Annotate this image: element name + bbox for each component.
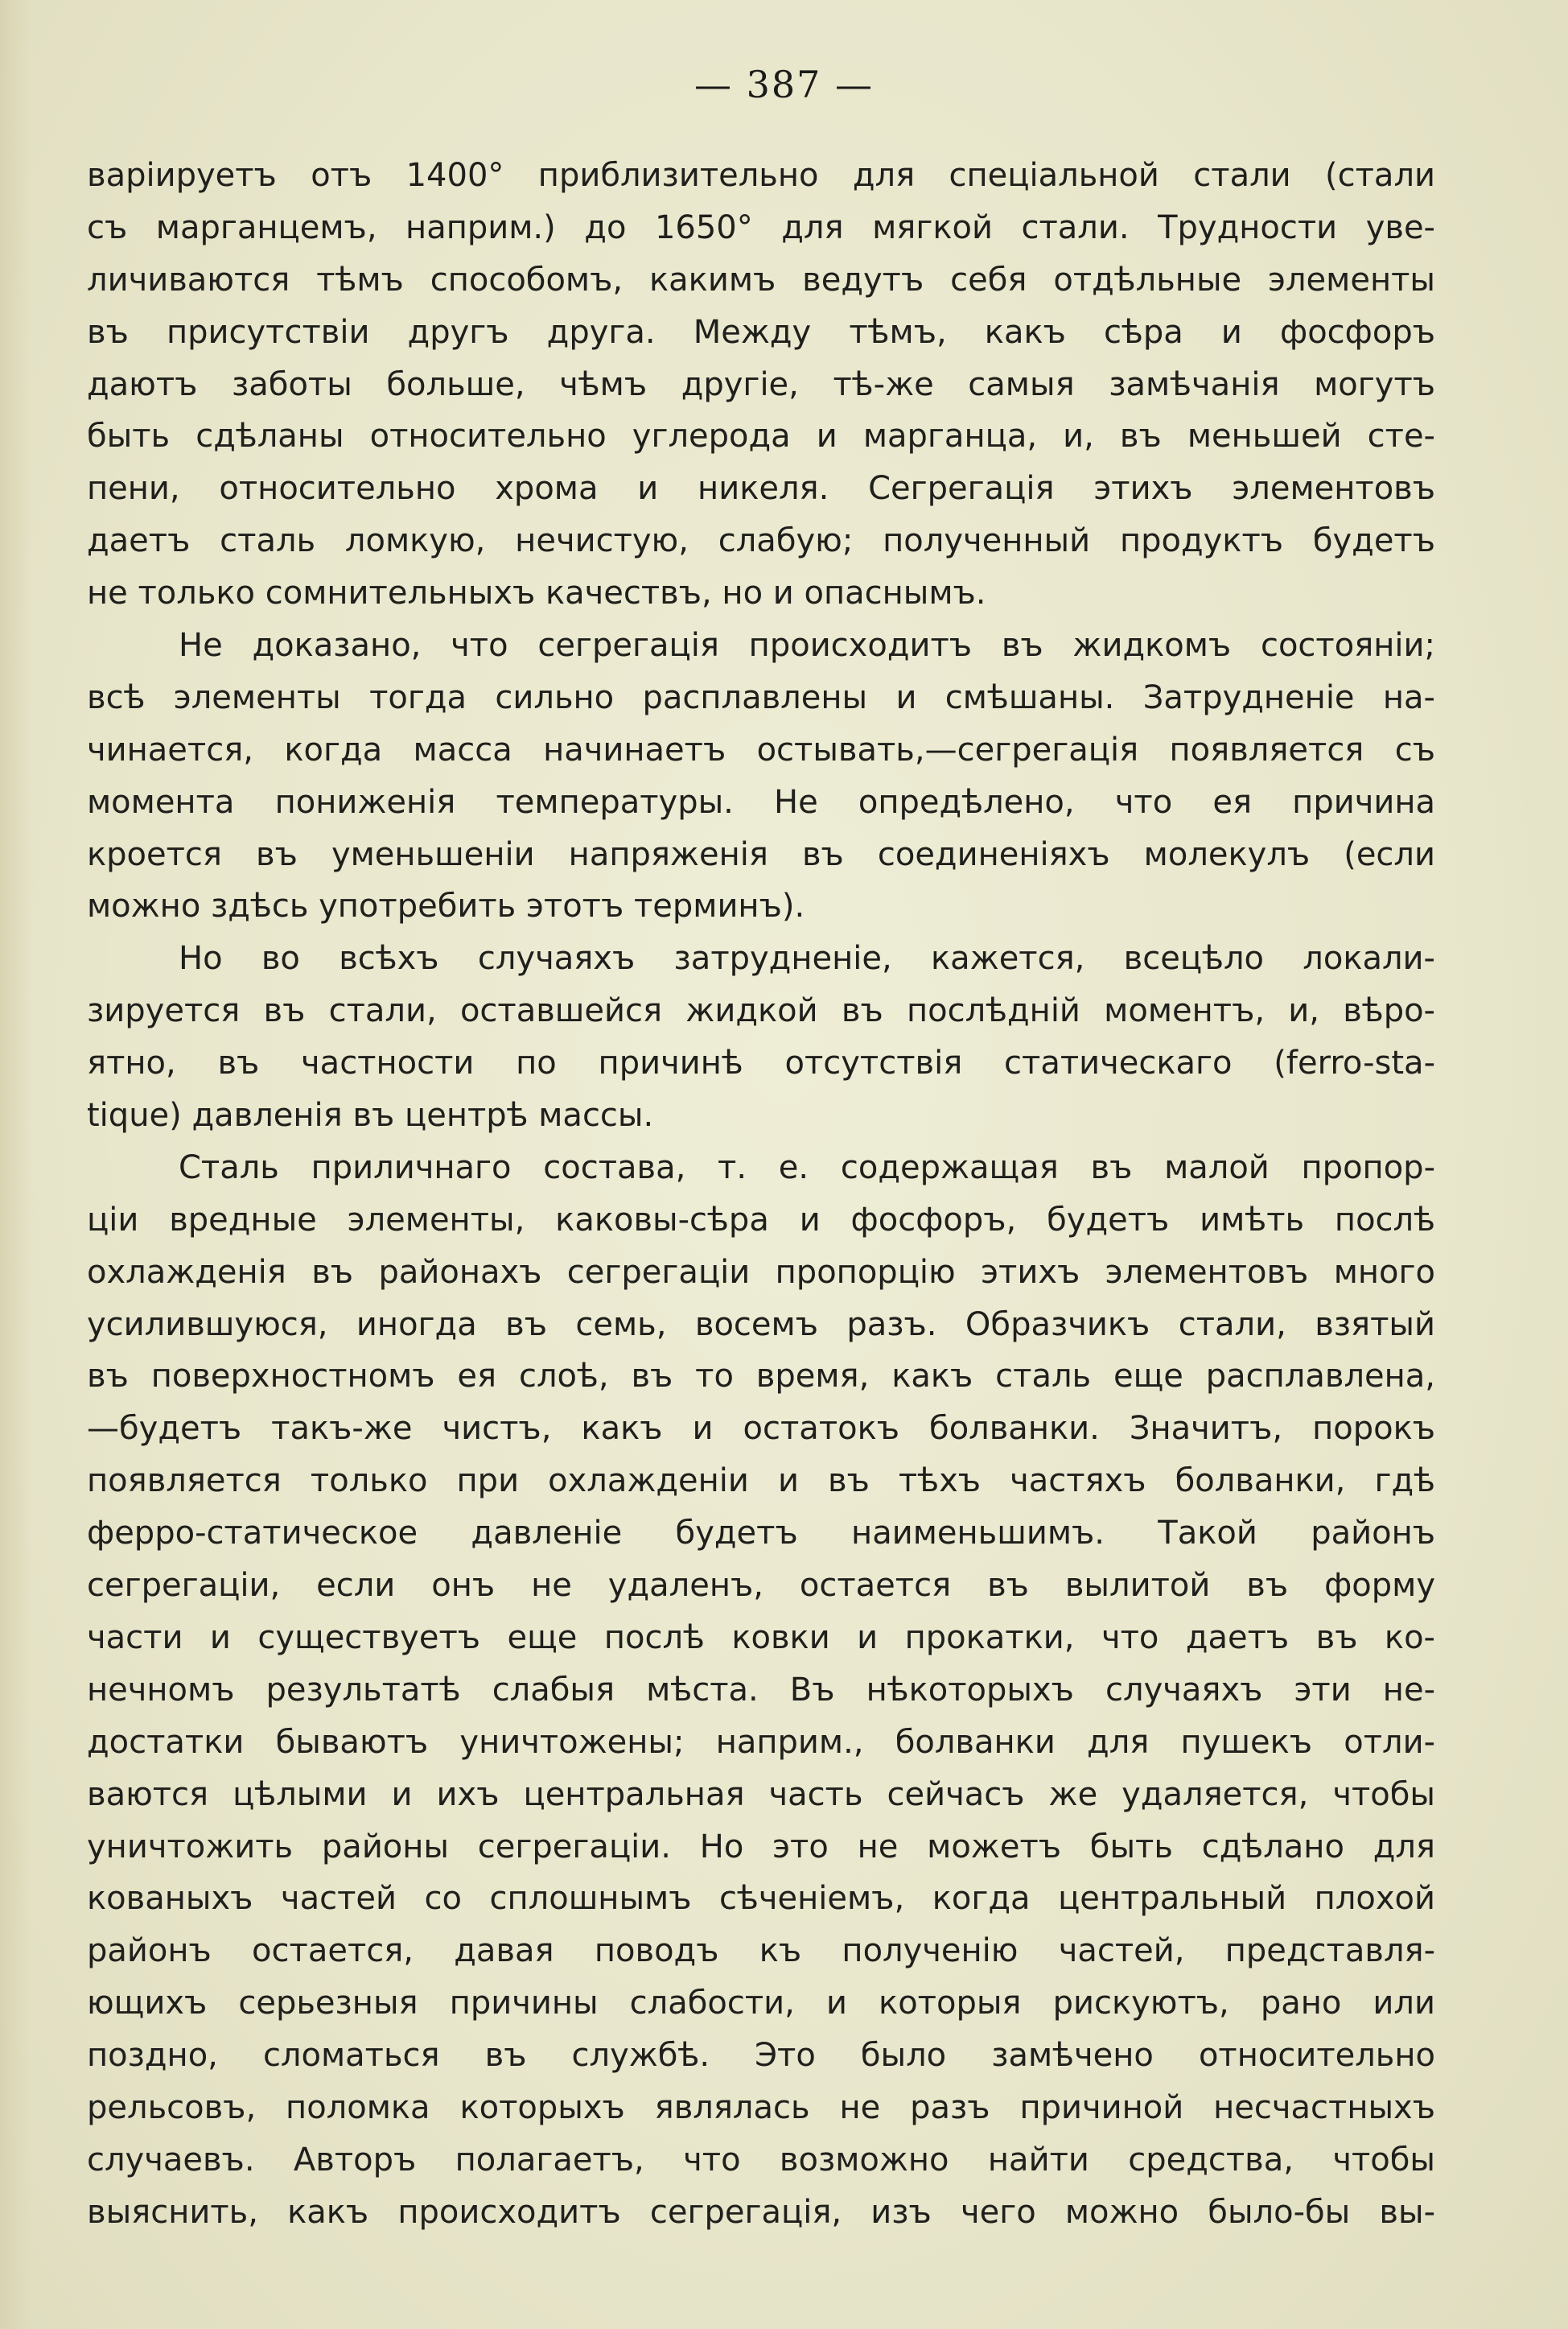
text-line: ціи вредные элементы, каковы-сѣра и фосфоръ, будетъ имѣть послѣ [87,1201,1435,1239]
text-line: въ присутствіи другъ друга. Между тѣмъ, какъ сѣра и фосфоръ [87,313,1435,351]
text-line: пени, относительно хрома и никеля. Сегрегація этихъ элементовъ [87,470,1435,508]
text-line: появляется только при охлажденіи и въ тѣхъ частяхъ болванки, гдѣ [87,1462,1435,1500]
page-number: — 387 — [693,63,875,106]
text-line: охлажденія въ районахъ сегрегаціи пропорцію этихъ элементовъ много [87,1253,1435,1291]
text-line: достатки бываютъ уничтожены; наприм., болванки для пушекъ отли- [87,1723,1435,1761]
text-line: tique) давленія въ центрѣ массы. [87,1097,654,1135]
page-gutter-shadow [0,0,32,2329]
text-line: ятно, въ частности по причинѣ отсутствія статическаго (ferro-sta- [87,1045,1435,1082]
text-line: уничтожить районы сегрегаціи. Но это не можетъ быть сдѣлано для [87,1828,1435,1865]
text-line: поздно, сломаться въ службѣ. Это было замѣчено относительно [87,2037,1435,2075]
text-line: можно здѣсь употребить этотъ терминъ). [87,888,805,925]
text-line: всѣ элементы тогда сильно расплавлены и смѣшаны. Затрудненіе на- [87,678,1435,716]
text-line: кованыхъ частей со сплошнымъ сѣченіемъ, когда центральный плохой [87,1880,1435,1918]
text-line: варіируетъ отъ 1400° приблизительно для спеціальной стали (стали [87,157,1435,194]
text-line: части и существуетъ еще послѣ ковки и прокатки, что даетъ въ ко- [87,1618,1435,1656]
text-line: даетъ сталь ломкую, нечистую, слабую; полученный продуктъ будетъ [87,522,1435,560]
text-line: сегрегаціи, если онъ не удаленъ, остается въ вылитой въ форму [87,1567,1435,1605]
text-line: ваются цѣлыми и ихъ центральная часть сейчасъ же удаляется, чтобы [87,1775,1435,1813]
text-line: —будетъ такъ-же чистъ, какъ и остатокъ болванки. Значитъ, порокъ [87,1410,1435,1448]
text-line: рельсовъ, поломка которыхъ являлась не разъ причиной несчастныхъ [87,2088,1435,2126]
text-line: выяснить, какъ происходитъ сегрегація, изъ чего можно было-бы вы- [87,2193,1435,2231]
body-text [87,150,1435,2239]
text-line: съ марганцемъ, наприм.) до 1650° для мягкой стали. Трудности уве- [87,208,1435,246]
text-line: случаевъ. Авторъ полагаетъ, что возможно найти средства, чтобы [87,2141,1435,2179]
text-line: не только сомнительныхъ качествъ, но и опаснымъ. [87,575,986,612]
text-line: въ поверхностномъ ея слоѣ, въ то время, какъ сталь еще расплавлена, [87,1358,1435,1395]
text-line: нечномъ результатѣ слабыя мѣста. Въ нѣкоторыхъ случаяхъ эти не- [87,1671,1435,1709]
text-line: районъ остается, давая поводъ къ полученію частей, представля- [87,1932,1435,1970]
text-line: кроется въ уменьшеніи напряженія въ соединеніяхъ молекулъ (если [87,835,1435,873]
text-line: усилившуюся, иногда въ семь, восемъ разъ. Образчикъ стали, взятый [87,1305,1435,1343]
text-line: момента пониженія температуры. Не опредѣлено, что ея причина [87,783,1435,821]
text-line: быть сдѣланы относительно углерода и марганца, и, въ меньшей сте- [87,418,1435,455]
paragraph-first-line: Но во всѣхъ случаяхъ затрудненіе, кажется, всецѣло локали- [179,940,1435,978]
text-line: даютъ заботы больше, чѣмъ другіе, тѣ-же самыя замѣчанія могутъ [87,365,1435,403]
text-line: ферро-статическое давленіе будетъ наименьшимъ. Такой районъ [87,1515,1435,1552]
text-line: личиваются тѣмъ способомъ, какимъ ведутъ себя отдѣльные элементы [87,261,1435,299]
text-line: чинается, когда масса начинаетъ остывать,—сегрегація появляется съ [87,731,1435,769]
text-line: ющихъ серьезныя причины слабости, и которыя рискуютъ, рано или [87,1985,1435,2022]
text-line: зируется въ стали, оставшейся жидкой въ послѣдній моментъ, и, вѣро- [87,992,1435,1030]
paragraph-first-line: Сталь приличнаго состава, т. е. содержащая въ малой пропор- [179,1148,1435,1186]
paragraph-first-line: Не доказано, что сегрегація происходитъ въ жидкомъ состояніи; [179,627,1435,665]
